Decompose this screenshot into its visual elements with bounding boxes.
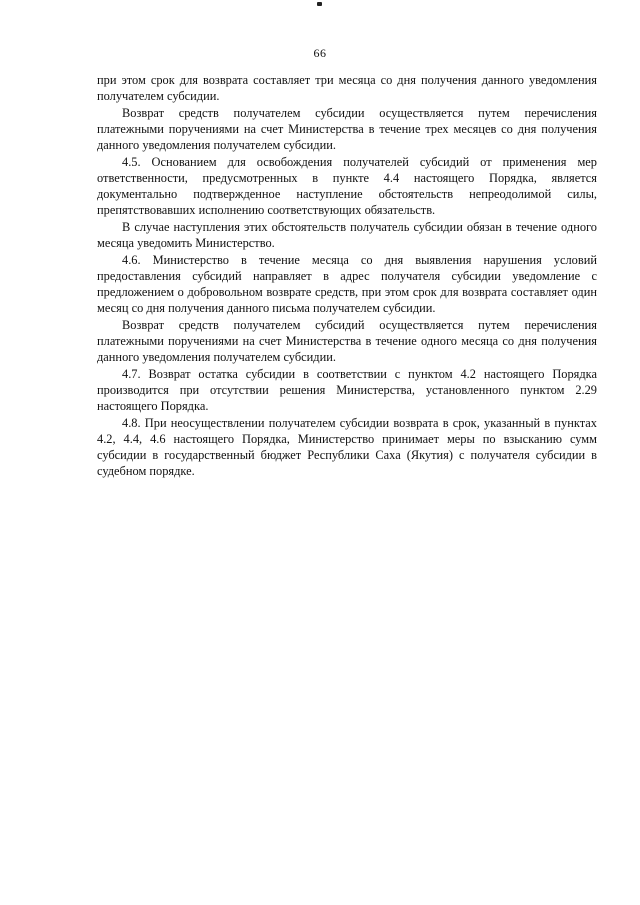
paragraph-4-7: 4.7. Возврат остатка субсидии в соответствии с пунктом 4.2 настоящего Порядка производится при отсутствии решения Министерства, установленного пунктом 2.29 настоящего Порядка. bbox=[97, 367, 597, 413]
paragraph-return-funds: Возврат средств получателем субсидии осуществляется путем перечисления платежными поручениями на счет Министерства в течение трех месяцев со дня получения данного уведомления получателем субсидии. bbox=[97, 106, 597, 152]
paragraph-return-procedure: Возврат средств получателем субсидий осуществляется путем перечисления платежными поручениями на счет Министерства в течение одного месяца со дня получения данного уведомления получателем субсидии. bbox=[97, 318, 597, 364]
paragraph-4-8: 4.8. При неосуществлении получателем субсидии возврата в срок, указанный в пунктах 4.2, 4.4, 4.6 настоящего Порядка, Министерство принимает меры по взысканию сумм субсидии в государственный бюджет Республики Саха (Якутия) с получателя субсидии в судебном порядке. bbox=[97, 416, 597, 478]
scan-mark bbox=[317, 2, 322, 6]
document-body bbox=[97, 72, 597, 480]
paragraph-4-6: 4.6. Министерство в течение месяца со дня выявления нарушения условий предоставления субсидий направляет в адрес получателя субсидии уведомление с предложением о добровольном возврате средств, при этом срок для возврата составляет один месяц со дня получения данного письма получателем субсидии. bbox=[97, 253, 597, 315]
paragraph-force-majeure-notice: В случае наступления этих обстоятельств получатель субсидии обязан в течение одного месяца уведомить Министерство. bbox=[97, 220, 597, 250]
paragraph-continuation: при этом срок для возврата составляет три месяца со дня получения данного уведомления получателем субсидии. bbox=[97, 73, 597, 103]
paragraph-4-5: 4.5. Основанием для освобождения получателей субсидий от применения мер ответственности, предусмотренных в пункте 4.4 настоящего Порядка, является документально подтвержденное наступление обстоятельств непреодолимой силы, препятствовавших исполнению соответствующих обязательств. bbox=[97, 155, 597, 217]
page-number: 66 bbox=[313, 46, 327, 60]
